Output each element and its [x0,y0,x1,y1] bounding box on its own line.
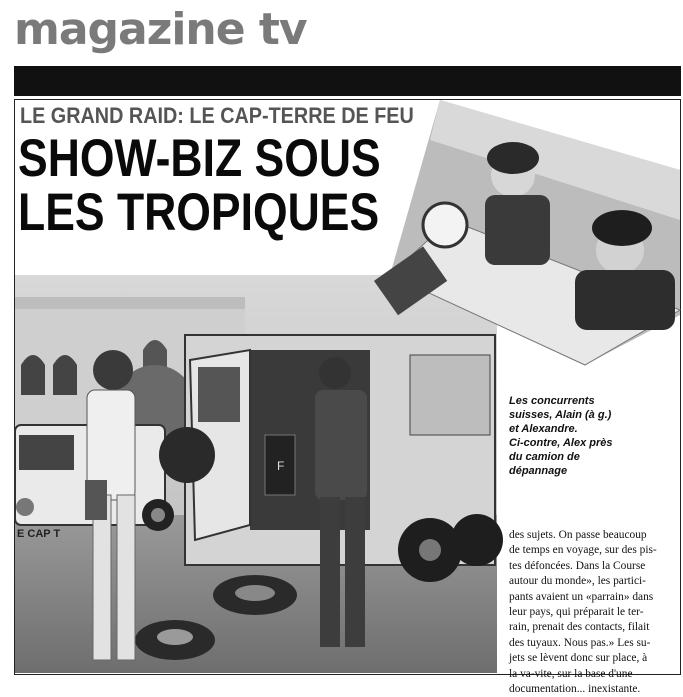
car-side-text: E CAP T [17,528,61,540]
article-headline [18,129,381,242]
caption-line: dépannage [509,465,568,477]
door-letter: F [277,459,285,473]
headline-line-2: LES TROPIQUES [18,183,380,242]
body-line: de temps en voyage, sur des pis- [509,544,657,557]
portrait-photo-image [390,100,680,365]
caption-line: du camion de [509,451,580,463]
caption-line: Les concurrents [509,395,595,407]
body-line: autour du monde», les partici- [509,575,646,588]
masthead: magazine tv [14,4,307,55]
body-line: la va-vite, sur la base d'une [509,667,633,680]
caption-line: et Alexandre. [509,423,578,435]
portrait-photo [390,100,680,365]
body-line: tes défoncées. Dans la Course [509,559,646,572]
body-line: des sujets. On passe beaucoup [509,529,647,541]
body-line: des tuyaux. Nous pas.» Les su- [509,636,651,649]
body-line: pants avaient un «parrain» dans [509,590,654,603]
photo-caption [509,394,669,478]
caption-line: suisses, Alain (à g.) [509,409,612,421]
caption-line: Ci-contre, Alex près [509,437,613,449]
headline-line-1: SHOW-BIZ SOUS [18,129,381,188]
body-line: leur pays, qui préparait le ter- [509,606,644,619]
body-line: rain, prenait des contacts, filait [509,621,650,634]
header-bar [14,66,681,96]
body-line: documentation... inexistante. [509,683,641,696]
article-kicker: LE GRAND RAID: LE CAP-TERRE DE FEU [20,103,414,128]
article-body [509,528,677,696]
body-line: jets se lèvent donc sur place, à [509,652,648,665]
